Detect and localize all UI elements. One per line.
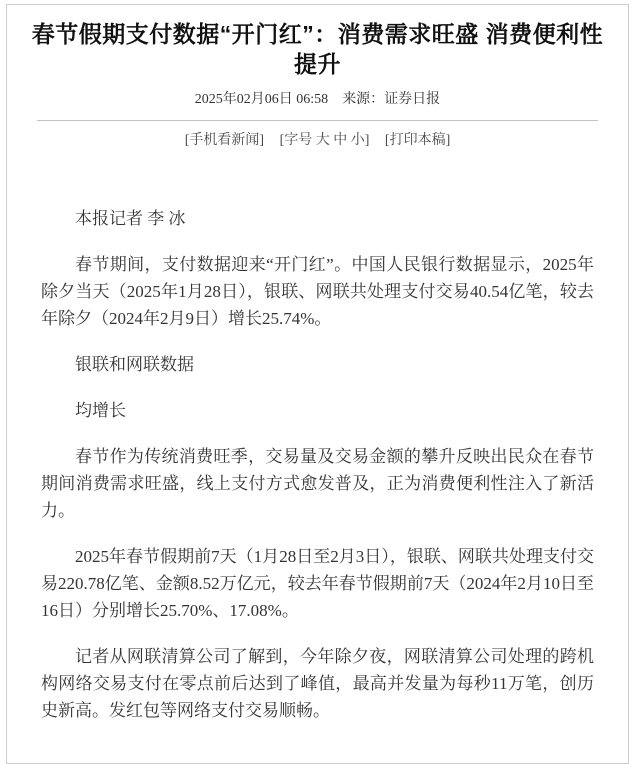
article-body (7, 151, 628, 724)
article-meta (7, 88, 628, 108)
article-frame (6, 4, 629, 764)
source-name: 证券日报 (384, 92, 441, 107)
byline: 本报记者 李 冰 (75, 209, 186, 228)
paragraph: 银联和网联数据 (75, 355, 194, 374)
paragraph: 记者从网联清算公司了解到，今年除夕夜，网联清算公司处理的跨机构网络交易支付在零点前后达到了峰值，最高并发量为每秒11万笔，创历史新高。发红包等网络支付交易顺畅。 (41, 647, 594, 720)
paragraph: 均增长 (75, 401, 126, 420)
header-divider (37, 120, 598, 121)
paragraph: 2025年春节假期前7天（1月28日至2月3日），银联、网联共处理支付交易220.78亿笔、金额8.52万亿元，较去年春节假期前7天（2024年2月10日至16日）分别增长25.70%、17.08%。 (41, 547, 594, 620)
paragraph: 春节作为传统消费旺季，交易量及交易金额的攀升反映出民众在春节期间消费需求旺盛，线上支付方式愈发普及，正为消费便利性注入了新活力。 (41, 447, 594, 520)
mobile-news-link[interactable]: [手机看新闻] (184, 133, 265, 148)
font-size-link[interactable]: [字号 大 中 小] (279, 133, 370, 148)
print-link[interactable]: [打印本稿] (384, 133, 451, 148)
article-toolbar (7, 131, 628, 151)
publish-datetime: 2025年02月06日 06:58 (194, 92, 329, 107)
paragraph: 春节期间，支付数据迎来“开门红”。中国人民银行数据显示，2025年除夕当天（2025年1月28日），银联、网联共处理支付交易40.54亿笔，较去年除夕（2024年2月9日）增长25.74%。 (41, 255, 594, 328)
source-label: 来源： (342, 92, 385, 107)
article-title: 春节假期支付数据“开门红”：消费需求旺盛 消费便利性提升 (31, 21, 604, 77)
